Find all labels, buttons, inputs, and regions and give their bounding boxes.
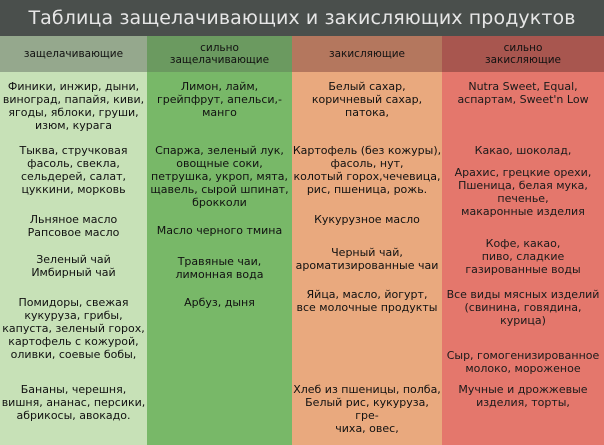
cell-pastry: Мучные и дрожжевые изделия, торты, (458, 383, 588, 409)
cell-corn-oil: Кукурузное масло (314, 213, 420, 226)
cell-sweeteners: Nutra Sweet, Equal, аспартам, Sweet'n Low (457, 80, 589, 106)
cell-dairy: Яйца, масло, йогурт, все молочные продукты (296, 288, 438, 314)
cell-nuts-flour: Арахис, грецкие орехи, Пшеница, белая мука, печенье, макаронные изделия (454, 166, 592, 218)
cell-citrus: Лимон, лайм, грейпфрут, апельси,- манго (156, 80, 283, 119)
page-title: Таблица защелачивающих и закисляющих продуктов (28, 7, 576, 29)
cell-sugars: Белый сахар, коричневый сахар, патока, (311, 80, 423, 119)
cell-melons: Арбуз, дыня (184, 296, 255, 309)
header-acidifying: закисляющие (292, 36, 442, 72)
cell-bread: Хлеб из пшеницы, полба, Белый рис, кукуруза, гре- чиха, овес, (293, 383, 441, 435)
column-strongly-alkalizing (147, 72, 292, 445)
cell-fruits: Финики, инжир, дыни, виноград, папайя, киви, ягоды, яблоки, груши, изюм, курага (2, 80, 145, 132)
cell-greens: Спаржа, зеленый лук, овощные соки, петрушка, укроп, мята, щавель, сырой шпинат, брокколи (150, 144, 289, 209)
cell-coffee: Кофе, какао, пиво, сладкие газированные воды (465, 237, 581, 276)
column-acidifying (292, 72, 442, 445)
cell-grains: Картофель (без кожуры), фасоль, нут, колотый горох,чечевица, рис, пшеница, рожь. (292, 144, 442, 196)
cell-black-tea: Черный чай, ароматизированные чаи (295, 246, 439, 272)
cell-vegetables: Тыква, стручковая фасоль, свекла, сельдерей, салат, цуккини, морковь (19, 144, 128, 196)
cell-cocoa: Какао, шоколад, (474, 144, 572, 157)
cell-fruits-2: Бананы, черешня, вишня, ананас, персики, абрикосы, авокадо. (1, 383, 146, 422)
cell-teas: Зеленый чай Имбирный чай (31, 253, 116, 279)
header-strongly-alkalizing: сильно защелачивающие (147, 36, 292, 72)
cell-oils: Льняное масло Рапсовое масло (27, 213, 120, 239)
cell-herbal-teas: Травяные чаи, лимонная вода (175, 255, 264, 281)
column-alkalizing (0, 72, 147, 445)
header-alkalizing: защелачивающие (0, 36, 147, 72)
food-table (0, 36, 604, 445)
cell-cumin-oil: Масло черного тмина (156, 224, 283, 237)
cell-vegetables-2: Помидоры, свежая кукуруза, грибы, капуста, зеленый горох, картофель с кожурой, оливки, соевые бобы, (2, 296, 145, 361)
header-strongly-acidifying: сильно закисляющие (442, 36, 604, 72)
column-strongly-acidifying (442, 72, 604, 445)
cell-meat: Все виды мясных изделий (свинина, говядина, курица) (446, 288, 600, 327)
cell-cheese: Сыр, гомогенизированное молоко, мороженое (446, 349, 600, 375)
